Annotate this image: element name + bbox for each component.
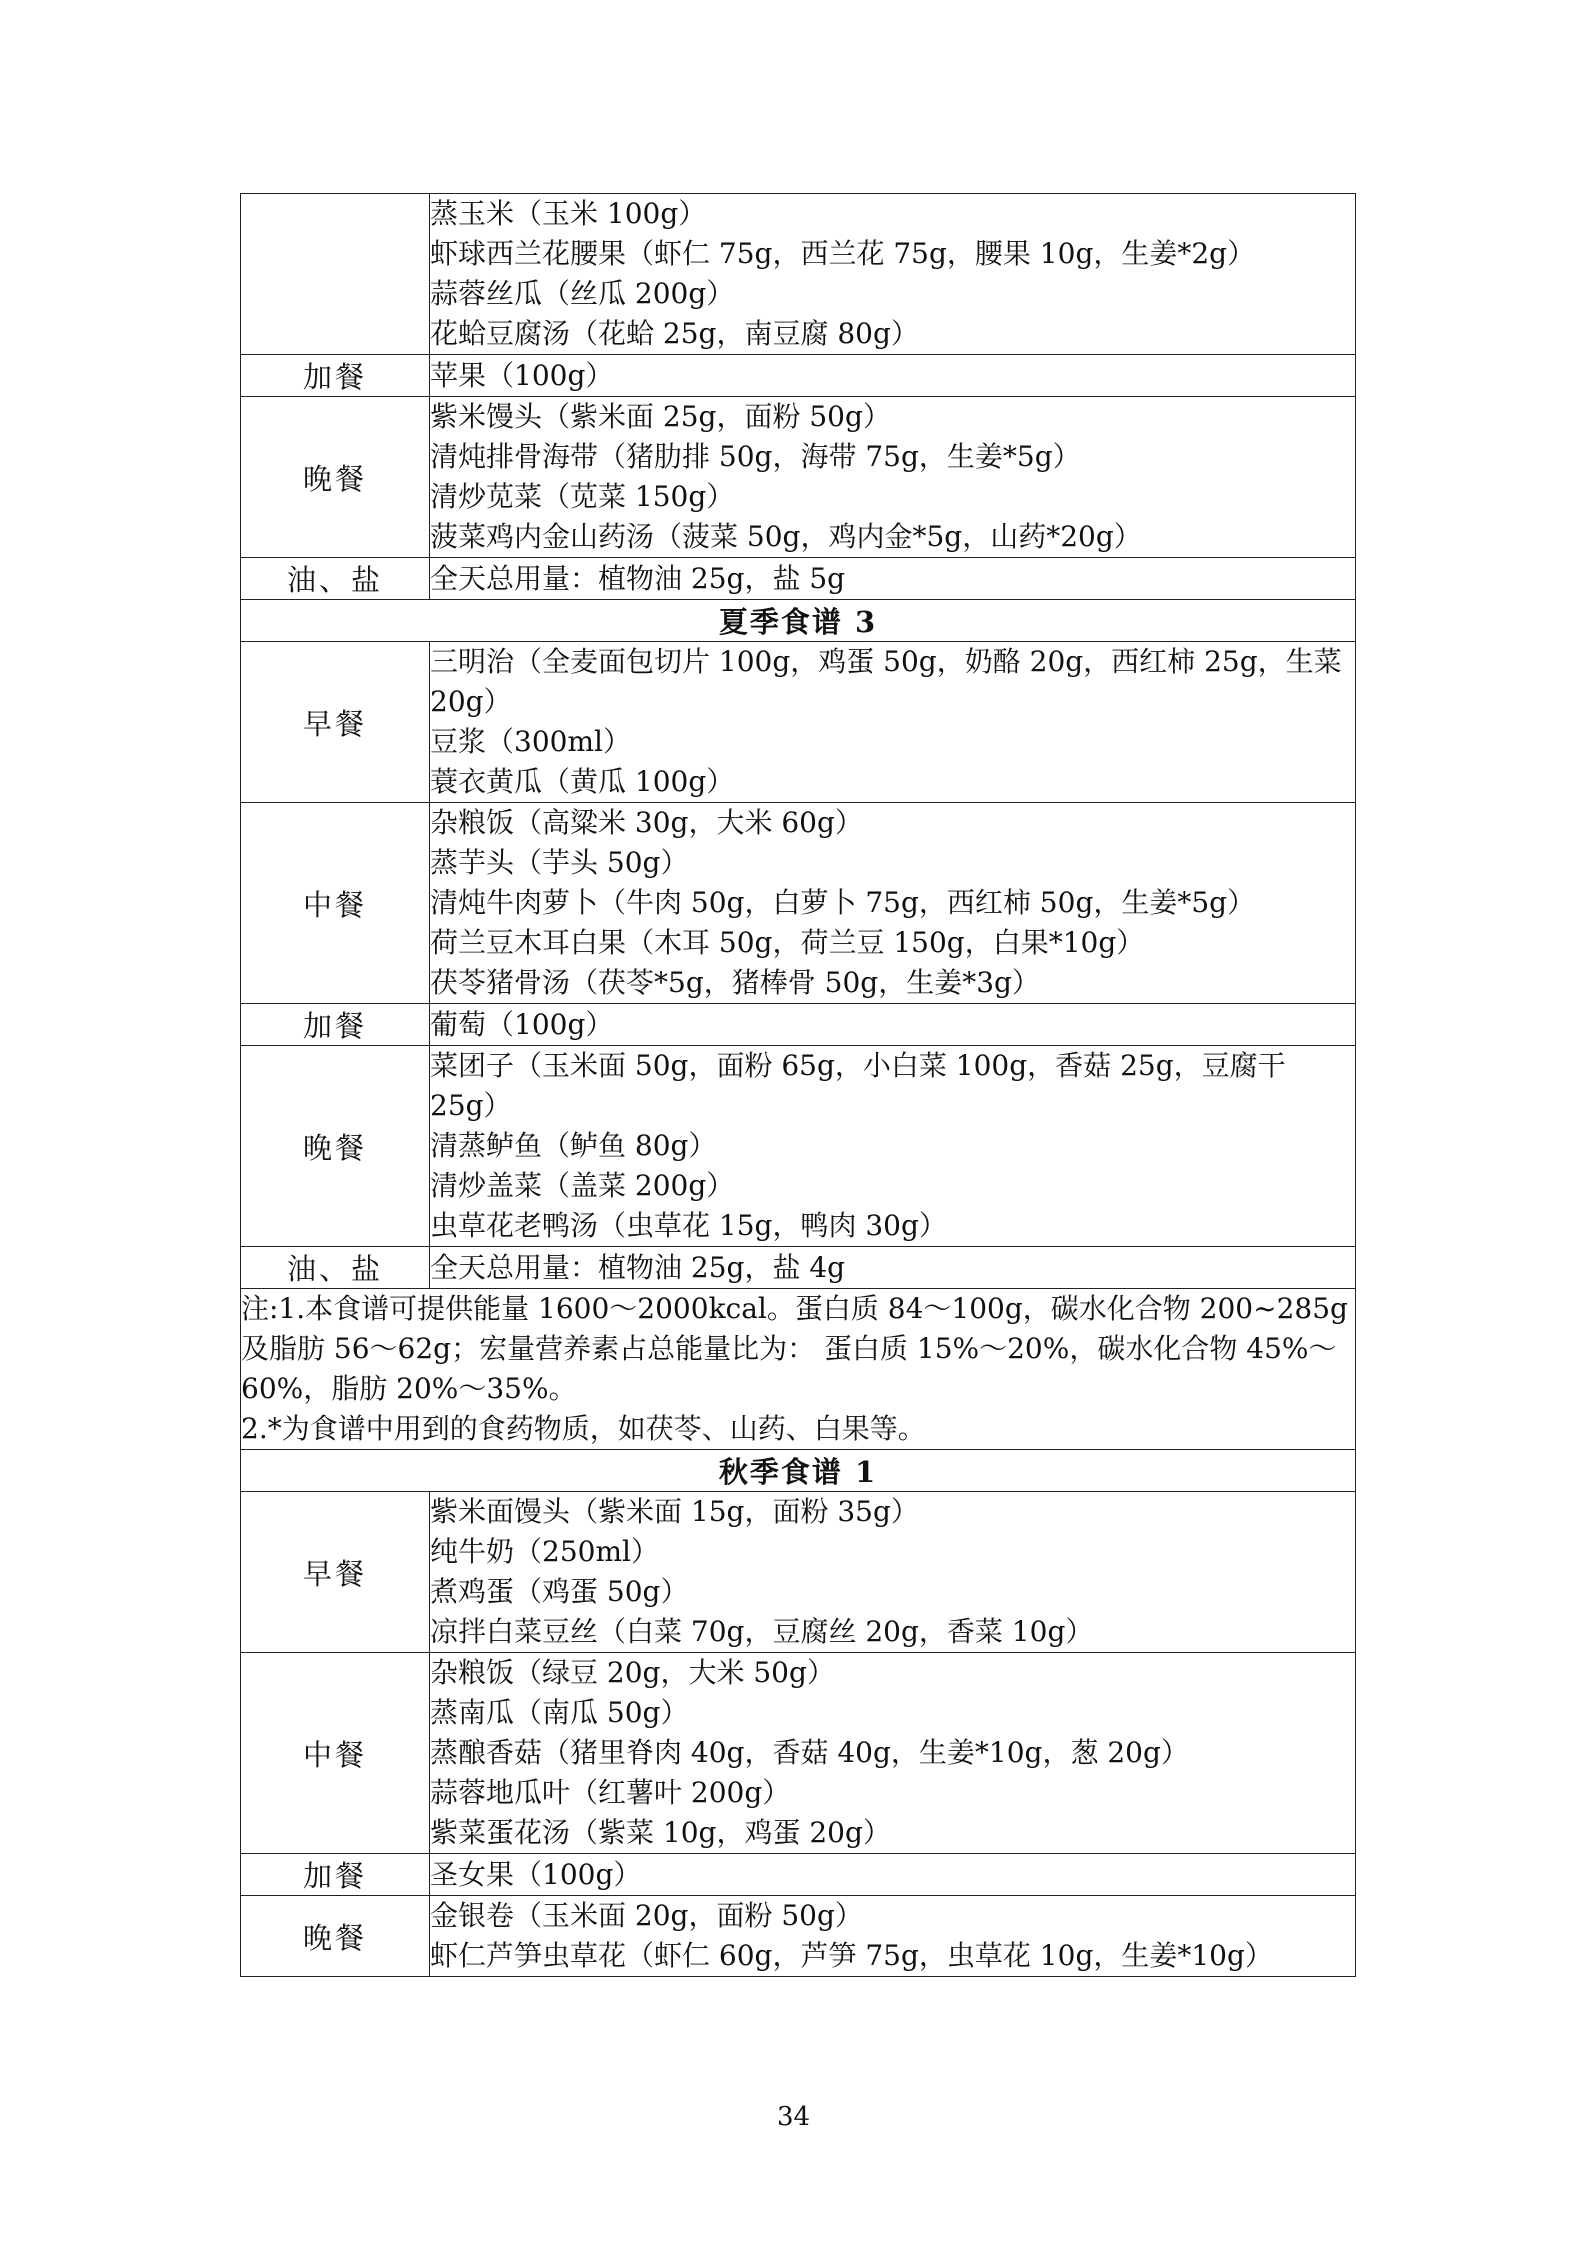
dish-line: 虾仁芦笋虫草花（虾仁 60g，芦笋 75g，虫草花 10g，生姜*10g） bbox=[430, 1939, 1273, 1972]
meal-label: 油、盐 bbox=[241, 558, 430, 600]
meal-label: 早餐 bbox=[241, 1492, 430, 1653]
dish-line: 蒸南瓜（南瓜 50g） bbox=[430, 1696, 689, 1729]
meal-row bbox=[241, 1492, 1356, 1653]
dish-line: 煮鸡蛋（鸡蛋 50g） bbox=[430, 1575, 689, 1608]
dish-line: 菠菜鸡内金山药汤（菠菜 50g，鸡内金*5g，山药*20g） bbox=[430, 520, 1142, 553]
dish-line: 紫米馒头（紫米面 25g，面粉 50g） bbox=[430, 400, 891, 433]
meal-label: 晚餐 bbox=[241, 1046, 430, 1247]
dish-line: 圣女果（100g） bbox=[430, 1857, 642, 1891]
dish-line: 凉拌白菜豆丝（白菜 70g，豆腐丝 20g，香菜 10g） bbox=[430, 1615, 1094, 1648]
dish-line: 杂粮饭（绿豆 20g，大米 50g） bbox=[430, 1656, 835, 1689]
section-title: 秋季食谱 1 bbox=[241, 1450, 1356, 1492]
meal-items bbox=[430, 642, 1356, 803]
meal-items bbox=[430, 558, 1356, 600]
meal-label: 加餐 bbox=[241, 355, 430, 397]
dish-line: 蒸酿香菇（猪里脊肉 40g，香菇 40g，生姜*10g，葱 20g） bbox=[430, 1736, 1189, 1769]
meal-row bbox=[241, 642, 1356, 803]
meal-row bbox=[241, 397, 1356, 558]
meal-items bbox=[430, 1046, 1356, 1247]
dish-line: 全天总用量：植物油 25g，盐 5g bbox=[430, 561, 846, 595]
meal-label: 油、盐 bbox=[241, 1247, 430, 1289]
dish-line: 清炒苋菜（苋菜 150g） bbox=[430, 480, 735, 513]
meal-row bbox=[241, 1653, 1356, 1854]
meal-row bbox=[241, 1004, 1356, 1046]
dish-line: 荷兰豆木耳白果（木耳 50g，荷兰豆 150g，白果*10g） bbox=[430, 926, 1145, 959]
dish-line: 蒸玉米（玉米 100g） bbox=[430, 197, 707, 230]
meal-label: 早餐 bbox=[241, 642, 430, 803]
dish-line: 花蛤豆腐汤（花蛤 25g，南豆腐 80g） bbox=[430, 317, 919, 350]
dish-line: 杂粮饭（高粱米 30g，大米 60g） bbox=[430, 806, 863, 839]
meal-row bbox=[241, 1046, 1356, 1247]
note-line: 2.*为食谱中用到的食药物质，如茯苓、山药、白果等。 bbox=[241, 1412, 926, 1445]
dish-line: 蓑衣黄瓜（黄瓜 100g） bbox=[430, 765, 735, 798]
meal-label: 加餐 bbox=[241, 1854, 430, 1896]
section-header-row bbox=[241, 600, 1356, 642]
page-number: 34 bbox=[776, 2102, 811, 2132]
dish-line: 虾球西兰花腰果（虾仁 75g，西兰花 75g，腰果 10g，生姜*2g） bbox=[430, 237, 1256, 270]
meal-items bbox=[430, 397, 1356, 558]
note-cell bbox=[241, 1289, 1356, 1450]
dish-line: 虫草花老鸭汤（虫草花 15g，鸭肉 30g） bbox=[430, 1209, 947, 1242]
dish-line: 葡萄（100g） bbox=[430, 1007, 614, 1041]
dish-line: 紫菜蛋花汤（紫菜 10g，鸡蛋 20g） bbox=[430, 1816, 891, 1849]
meal-items bbox=[430, 1896, 1356, 1977]
section-title: 夏季食谱 3 bbox=[241, 600, 1356, 642]
section-header-row bbox=[241, 1450, 1356, 1492]
dish-line: 茯苓猪骨汤（茯苓*5g，猪棒骨 50g，生姜*3g） bbox=[430, 966, 1040, 999]
dish-line: 清蒸鲈鱼（鲈鱼 80g） bbox=[430, 1129, 717, 1162]
dish-line: 蒜蓉地瓜叶（红薯叶 200g） bbox=[430, 1776, 791, 1809]
meal-items bbox=[430, 1004, 1356, 1046]
dish-line: 三明治（全麦面包切片 100g，鸡蛋 50g，奶酪 20g，西红柿 25g，生菜 20g） bbox=[430, 645, 1342, 718]
meal-label bbox=[241, 194, 430, 355]
meal-row bbox=[241, 355, 1356, 397]
note-row bbox=[241, 1289, 1356, 1450]
meal-items bbox=[430, 803, 1356, 1004]
meal-row bbox=[241, 558, 1356, 600]
meal-items bbox=[430, 1854, 1356, 1896]
dish-line: 菜团子（玉米面 50g，面粉 65g，小白菜 100g，香菇 25g，豆腐干 25g） bbox=[430, 1049, 1286, 1122]
meal-row bbox=[241, 194, 1356, 355]
dish-line: 全天总用量：植物油 25g，盐 4g bbox=[430, 1250, 846, 1284]
dish-line: 纯牛奶（250ml） bbox=[430, 1535, 659, 1568]
recipe-table bbox=[240, 193, 1356, 1977]
meal-row bbox=[241, 1247, 1356, 1289]
dish-line: 蒸芋头（芋头 50g） bbox=[430, 846, 689, 879]
meal-row bbox=[241, 803, 1356, 1004]
dish-line: 苹果（100g） bbox=[430, 358, 614, 392]
meal-label: 中餐 bbox=[241, 803, 430, 1004]
dish-line: 紫米面馒头（紫米面 15g，面粉 35g） bbox=[430, 1495, 919, 1528]
dish-line: 清炒盖菜（盖菜 200g） bbox=[430, 1169, 735, 1202]
dish-line: 豆浆（300ml） bbox=[430, 725, 631, 758]
meal-row bbox=[241, 1854, 1356, 1896]
dish-line: 清炖排骨海带（猪肋排 50g，海带 75g，生姜*5g） bbox=[430, 440, 1081, 473]
meal-items bbox=[430, 355, 1356, 397]
meal-items bbox=[430, 1653, 1356, 1854]
meal-items bbox=[430, 194, 1356, 355]
meal-label: 晚餐 bbox=[241, 1896, 430, 1977]
meal-label: 晚餐 bbox=[241, 397, 430, 558]
meal-label: 中餐 bbox=[241, 1653, 430, 1854]
dish-line: 金银卷（玉米面 20g，面粉 50g） bbox=[430, 1899, 863, 1932]
meal-items bbox=[430, 1492, 1356, 1653]
meal-row bbox=[241, 1896, 1356, 1977]
dish-line: 清炖牛肉萝卜（牛肉 50g，白萝卜 75g，西红柿 50g，生姜*5g） bbox=[430, 886, 1256, 919]
meal-label: 加餐 bbox=[241, 1004, 430, 1046]
dish-line: 蒜蓉丝瓜（丝瓜 200g） bbox=[430, 277, 735, 310]
note-line: 注:1.本食谱可提供能量 1600～2000kcal。蛋白质 84～100g，碳水化合物 200~285g 及脂肪 56～62g；宏量营养素占总能量比为： 蛋白质 15%～20%，碳水化合物 45%～60%，脂肪 20%～35%。 bbox=[241, 1292, 1348, 1405]
meal-items bbox=[430, 1247, 1356, 1289]
